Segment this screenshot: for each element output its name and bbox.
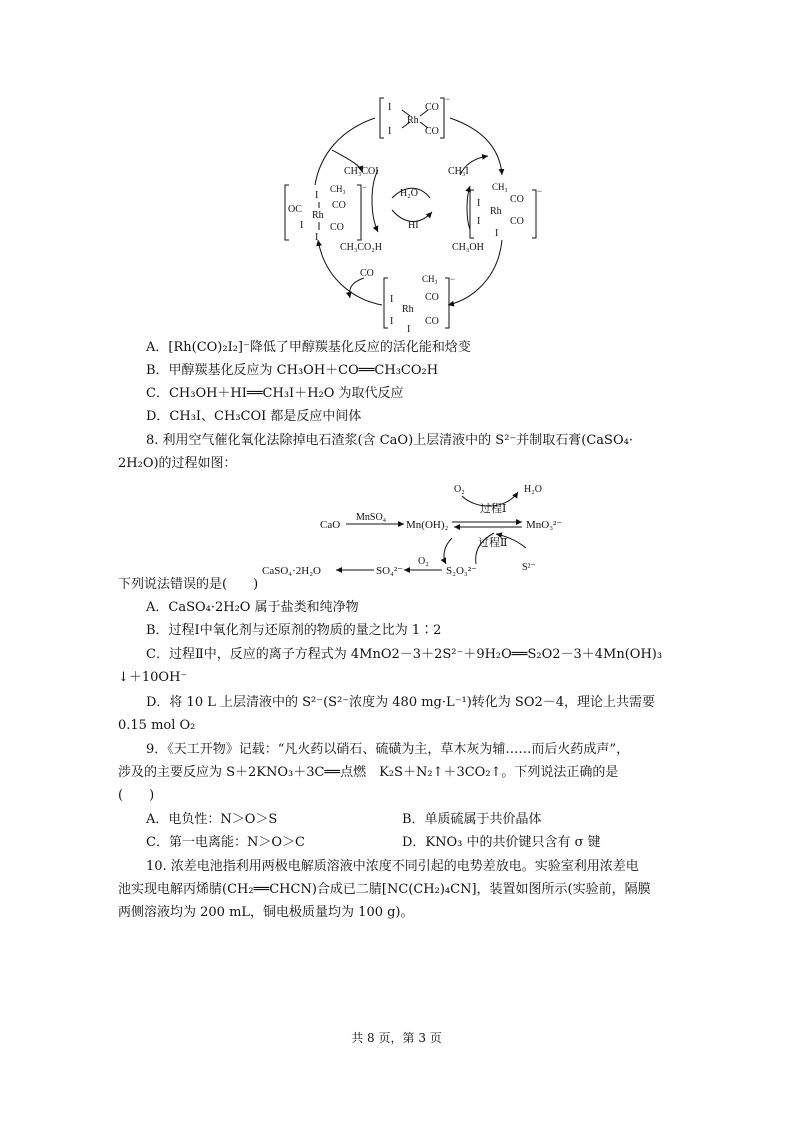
svg-text:I: I	[477, 198, 481, 209]
scheme-s2o3: S₂O₃²⁻	[446, 565, 477, 577]
svg-text:CO: CO	[510, 194, 524, 205]
scheme-o2-top: O₂	[454, 484, 465, 495]
label-ch3oh: CH₃OH	[452, 242, 484, 253]
svg-text:I: I	[388, 126, 392, 137]
q7-option-a: A．[Rh(CO)₂I₂]⁻降低了甲醇羰基化反应的活化能和焓变	[146, 340, 471, 355]
svg-text:OC: OC	[288, 204, 302, 215]
svg-text:CO: CO	[425, 126, 439, 137]
q9-option-d: D．KNO₃ 中的共价键只含有 σ 键	[402, 835, 601, 850]
svg-text:I: I	[407, 324, 411, 335]
label-co: CO	[360, 268, 374, 279]
page-footer: 共 8 页，第 3 页	[351, 1031, 442, 1045]
svg-text:−: −	[445, 94, 451, 104]
scheme-mnso4: MnSO₄	[356, 512, 387, 523]
q8-question: 下列说法错误的是( )	[118, 577, 259, 592]
svg-text:CH₃: CH₃	[330, 184, 346, 194]
svg-text:CO: CO	[425, 102, 439, 113]
q9-option-b: B．单质硫属于共价晶体	[402, 812, 542, 827]
catalytic-cycle-diagram	[270, 90, 560, 335]
bottom-rh-complex	[384, 274, 455, 335]
svg-text:−: −	[362, 182, 368, 192]
scheme-s2: S²⁻	[522, 562, 536, 573]
q9-option-c: C．第一电离能：N＞O＞C	[146, 835, 305, 850]
q9-stem-line2: 涉及的主要反应为 S＋2KNO₃＋3C══点燃 K₂S＋N₂↑＋3CO₂↑。下列说法正确的是	[118, 765, 619, 780]
svg-text:I: I	[390, 316, 394, 327]
q8-stem-line1: 8. 利用空气催化氧化法除掉电石渣浆(含 CaO)上层清液中的 S²⁻并制取石膏(CaSO₄·	[146, 433, 633, 448]
q7-option-d: D．CH₃I、CH₃COI 都是反应中间体	[146, 409, 362, 424]
q9-stem-line3: ( )	[118, 788, 155, 803]
q9-stem-line1: 9．《天工开物》记载：“凡火药以硝石、硫磺为主，草木灰为辅……而后火药成声”，	[146, 742, 630, 757]
q7-option-b: B．甲醇羰基化反应为 CH₃OH＋CO══CH₃CO₂H	[146, 363, 439, 378]
scheme-process2: 过程Ⅱ	[478, 537, 508, 549]
scheme-h2o: H₂O	[524, 484, 542, 495]
svg-text:CO: CO	[510, 216, 524, 227]
q8-stem-line2: 2H₂O)的过程如图：	[118, 456, 237, 471]
label-ch3coi: CH₃COI	[344, 166, 379, 177]
svg-text:CH₃: CH₃	[422, 274, 438, 284]
label-h2o: H₂O	[400, 188, 418, 199]
svg-text:CO: CO	[425, 292, 439, 303]
svg-text:Rh: Rh	[312, 210, 324, 221]
q8-option-a: A．CaSO₄·2H₂O 属于盐类和纯净物	[146, 600, 359, 615]
svg-text:I: I	[315, 190, 319, 201]
q8-option-c-line1: C．过程Ⅱ中，反应的离子方程式为 4MnO2－3＋2S²⁻＋9H₂O══S₂O2－3＋4Mn(OH)₃	[146, 647, 663, 662]
left-rh-complex	[285, 182, 367, 243]
scheme-cao: CaO	[320, 519, 341, 531]
q8-option-d-line2: 0.15 mol O₂	[118, 718, 196, 733]
svg-text:−: −	[537, 186, 543, 196]
scheme-so4: SO₄²⁻	[376, 565, 404, 577]
q8-option-b: B．过程Ⅰ中氧化剂与还原剂的物质的量之比为 1∶2	[146, 623, 442, 638]
q8-option-d-line1: D．将 10 L 上层清液中的 S²⁻(S²⁻浓度为 480 mg·L⁻¹)转化为 SO2－4，理论上共需要	[146, 695, 656, 710]
q10-line3: 两侧溶液均为 200 mL，铜电极质量均为 100 g)。	[118, 905, 414, 920]
q9-option-a: A．电负性：N＞O＞S	[146, 812, 278, 827]
svg-text:Rh: Rh	[402, 304, 414, 315]
svg-text:CO: CO	[425, 316, 439, 327]
svg-text:I: I	[388, 102, 392, 113]
arrow-ch3co2h	[372, 170, 378, 232]
right-rh-complex	[470, 182, 542, 239]
scheme-mno3: MnO₃²⁻	[526, 519, 563, 531]
svg-text:CH₃: CH₃	[492, 182, 508, 192]
q8-process-scheme	[256, 478, 563, 578]
svg-text:I: I	[477, 216, 481, 227]
label-ch3co2h: CH₃CO₂H	[340, 242, 382, 253]
q7-option-c: C．CH₃OH＋HI══CH₃I＋H₂O 为取代反应	[146, 386, 404, 401]
svg-text:I: I	[390, 294, 394, 305]
scheme-process1: 过程Ⅰ	[480, 503, 507, 515]
svg-text:I: I	[495, 228, 499, 239]
q10-line2: 池实现电解丙烯腈(CH₂══CHCN)合成已二腈[NC(CH₂)₄CN]，装置如图所示(实验前，隔膜	[118, 882, 651, 897]
svg-text:I: I	[300, 220, 304, 231]
q8-option-c-line2: ↓＋10OH⁻	[118, 670, 188, 685]
svg-text:Rh: Rh	[490, 206, 502, 217]
label-hi: HI	[408, 220, 419, 231]
svg-text:−: −	[450, 274, 456, 284]
top-rh-complex	[380, 94, 450, 138]
q10-line1: 10. 浓差电池指利用两极电解质溶液中浓度不同引起的电势差放电。实验室利用浓差电	[146, 859, 639, 874]
svg-text:Rh: Rh	[407, 115, 419, 126]
label-ch3i: CH₃I	[448, 166, 469, 177]
scheme-gypsum: CaSO₄·2H₂O	[262, 565, 322, 577]
arrow-co	[350, 278, 364, 298]
svg-text:CO: CO	[330, 222, 344, 233]
scheme-o2-bottom: O₂	[418, 556, 429, 567]
svg-text:CO: CO	[332, 200, 346, 211]
svg-text:I: I	[315, 232, 319, 243]
scheme-mnoh2: Mn(OH)₂	[406, 519, 449, 531]
